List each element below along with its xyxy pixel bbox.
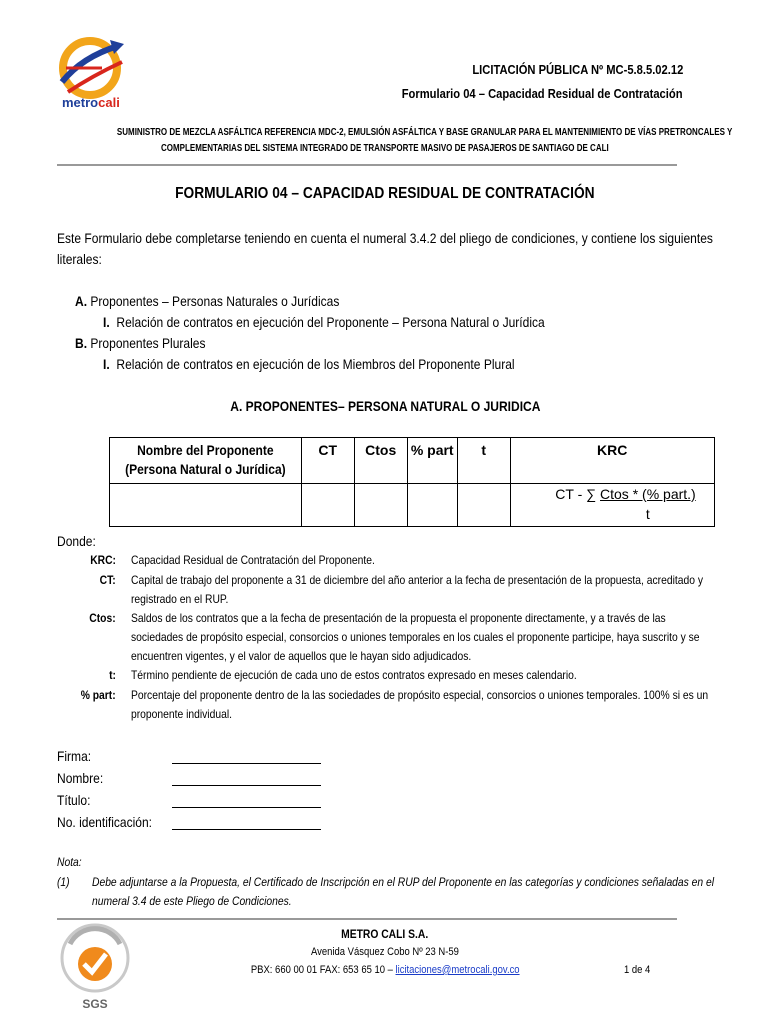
donde-label: Donde: — [57, 533, 96, 549]
page-number: 1 de 4 — [624, 964, 651, 976]
literal-a-tag: A. — [75, 293, 88, 309]
logo-wordmark — [62, 95, 120, 110]
krc-table — [109, 437, 715, 527]
cell-nombre[interactable] — [110, 484, 302, 527]
def-ctos-label: Ctos: — [89, 611, 116, 625]
def-ct-text-1: Capital de trabajo del proponente a 31 de diciembre del año anterior a la fecha de presentación de la propuesta, acreditado y — [131, 573, 704, 587]
def-part-text-2: proponente individual. — [131, 707, 232, 721]
licitacion-number: LICITACIÓN PÚBLICA Nº MC-5.8.5.02.12 — [472, 62, 683, 77]
formula-numerator: Ctos * (% part.) — [600, 486, 696, 502]
identificacion-field[interactable] — [172, 829, 321, 830]
col-header-t: t — [457, 438, 510, 484]
def-krc-text: Capacidad Residual de Contratación del Proponente. — [131, 553, 375, 567]
subject-line-2: COMPLEMENTARIAS DEL SISTEMA INTEGRADO DE TRANSPORTE MASIVO DE PASAJEROS DE SANTIAGO DE CALI — [161, 143, 609, 154]
literal-a-i-text: Relación de contratos en ejecución del Proponente – Persona Natural o Jurídica — [116, 314, 545, 330]
def-ctos-text-3: encuentren vigentes, y el valor de aquellos que le hayan sido adjudicados. — [131, 649, 472, 663]
note-title: Nota: — [57, 855, 82, 869]
def-krc-label: KRC: — [90, 553, 116, 567]
literal-a-text: Proponentes – Personas Naturales o Jurídicas — [90, 293, 340, 309]
literal-a — [75, 293, 382, 309]
col-header-ct: CT — [301, 438, 354, 484]
def-ctos-text-2: sociedades de propósito especial, consorcios o uniones temporales en los cuales el proponente participe, haya suscrito y se — [131, 630, 700, 644]
sgs-seal-text: SGS — [82, 997, 108, 1011]
firma-field[interactable] — [172, 763, 321, 764]
col-header-ctos: Ctos — [354, 438, 407, 484]
subject-line-1: SUMINISTRO DE MEZCLA ASFÁLTICA REFERENCIA MDC-2, EMULSIÓN ASFÁLTICA Y BASE GRANULAR PARA EL MANTENIMIENTO DE VÍAS PRETRONCALES Y — [116, 127, 733, 138]
note-line-1: Debe adjuntarse a la Propuesta, el Certificado de Inscripción en el RUP del Proponente en las categorías y condiciones señaladas en el — [92, 875, 715, 889]
def-t-text: Término pendiente de ejecución de cada uno de estos contratos expresado en meses calendario. — [131, 668, 577, 682]
col-header-krc: KRC — [510, 438, 714, 484]
footer-email-link[interactable]: licitaciones@metrocali.gov.co — [395, 964, 520, 976]
literal-b-i — [103, 356, 582, 372]
nombre-field[interactable] — [172, 785, 321, 786]
col-header-nombre: Nombre del Proponente (Persona Natural o Jurídica) — [110, 438, 302, 484]
def-t-label: t: — [109, 668, 116, 682]
literal-b-i-text: Relación de contratos en ejecución de los Miembros del Proponente Plural — [116, 356, 515, 372]
logo-brand-main: metro — [62, 95, 99, 110]
def-part-text-1: Porcentaje del proponente dentro de la las sociedades de propósito especial, consorcios o uniones temporales. 100% si es un — [131, 688, 709, 702]
footer-company: METRO CALI S.A. — [341, 927, 429, 941]
header-divider — [57, 164, 677, 166]
intro-line-1: Este Formulario debe completarse teniendo en cuenta el numeral 3.4.2 del pliego de condiciones, y contiene los siguientes — [57, 230, 713, 246]
formula-denominator: t — [645, 506, 650, 522]
cell-ct[interactable] — [301, 484, 354, 527]
titulo-label: Título: — [57, 792, 91, 808]
cell-part[interactable] — [407, 484, 457, 527]
note-number: (1) — [57, 875, 70, 889]
page-title: FORMULARIO 04 – CAPACIDAD RESIDUAL DE CONTRATACIÓN — [175, 185, 595, 202]
firma-label: Firma: — [57, 748, 92, 764]
literal-b-text: Proponentes Plurales — [90, 335, 206, 351]
logo-brand-accent: cali — [98, 95, 120, 110]
literal-b-i-tag: I. — [103, 356, 110, 372]
def-ct-label: CT: — [99, 573, 116, 587]
intro-line-2: literales: — [57, 251, 102, 267]
table-row — [110, 484, 715, 527]
def-ct-text-2: registrado en el RUP. — [131, 592, 229, 606]
note-line-2: numeral 3.4 de este Pliego de Condiciones. — [92, 894, 292, 908]
literal-a-i-tag: I. — [103, 314, 110, 330]
literal-a-i — [103, 314, 617, 330]
titulo-field[interactable] — [172, 807, 321, 808]
cell-ctos[interactable] — [354, 484, 407, 527]
footer-phones: PBX: 660 00 01 FAX: 653 65 10 – — [250, 964, 396, 976]
footer-divider — [57, 918, 677, 920]
literal-b-tag: B. — [75, 335, 88, 351]
nombre-label: Nombre: — [57, 770, 104, 786]
col-header-part: % part — [407, 438, 457, 484]
def-part-label: % part: — [81, 688, 116, 702]
identificacion-label: No. identificación: — [57, 814, 153, 830]
def-ctos-text-1: Saldos de los contratos que a la fecha de presentación de la propuesta el proponente directamente, y a través de las — [131, 611, 666, 625]
cell-krc[interactable] — [510, 484, 714, 527]
literal-b — [75, 335, 227, 351]
table-header-row — [110, 438, 715, 484]
footer-address: Avenida Vásquez Cobo Nº 23 N-59 — [311, 946, 459, 958]
krc-formula — [511, 484, 714, 524]
cell-t[interactable] — [457, 484, 510, 527]
formulario-subtitle: Formulario 04 – Capacidad Residual de Contratación — [402, 86, 683, 101]
section-title: A. PROPONENTES– PERSONA NATURAL O JURIDICA — [229, 398, 541, 414]
formula-prefix: CT - ∑ — [555, 486, 601, 502]
